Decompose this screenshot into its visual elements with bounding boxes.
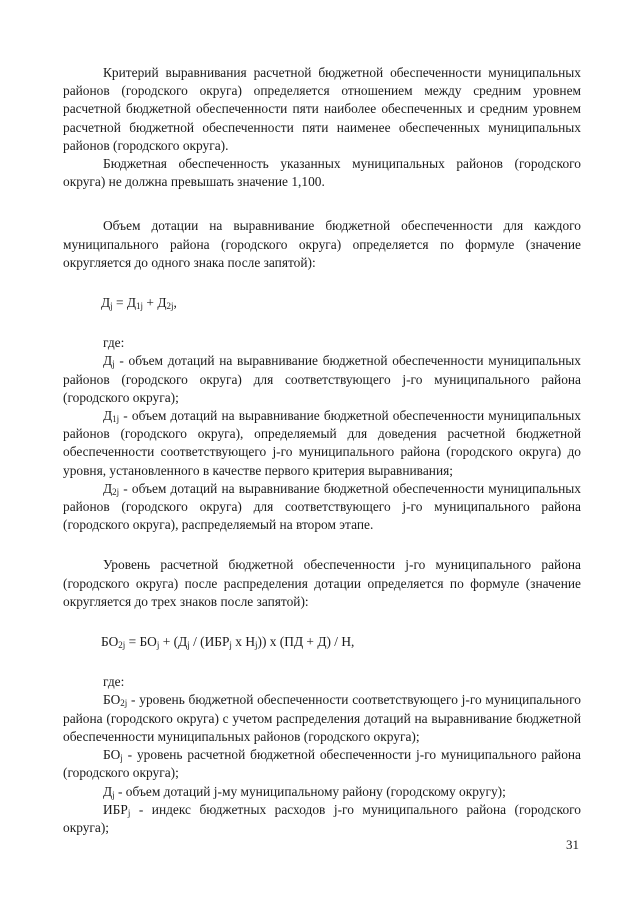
formula-operator: = [112, 295, 127, 311]
definition-text: - уровень бюджетной обеспеченности соответствующего j-го муниципального района (городского округа) с учетом распределения дотаций на выравнивание бюджетной обеспеченности муниципальных районов (городского округа); [63, 692, 581, 744]
definition-d-j-2 [63, 783, 581, 801]
definition-text: - объем дотаций j-му муниципальному району (городскому округу); [114, 783, 506, 799]
formula-subscript: j [156, 640, 160, 651]
page-number: 31 [566, 837, 579, 852]
symbol: БО [103, 692, 121, 708]
symbol: Д [103, 783, 113, 799]
definition-ibr-j [63, 801, 581, 837]
symbol: Д [103, 408, 113, 424]
subscript: 2j [112, 486, 120, 497]
definition-d-2j [63, 480, 581, 535]
where-label: где: [103, 674, 125, 690]
definition-d-1j [63, 407, 581, 480]
formula-symbol: БО [101, 634, 119, 650]
where-label: где: [103, 335, 125, 351]
formula-symbol: Д [178, 634, 188, 650]
symbol: Д [103, 353, 113, 369]
subscript: j [112, 359, 115, 370]
formula-operator: + ( [159, 634, 179, 650]
formula-operator: / ( [189, 634, 205, 650]
symbol: Д [103, 480, 113, 496]
formula-subscript: j [110, 301, 113, 312]
definition-text: - индекс бюджетных расходов j-го муниципального района (городского округа); [63, 801, 581, 835]
definition-bo-2j [63, 691, 581, 746]
formula-symbol: БО [139, 634, 157, 650]
formula-subscript: j [187, 640, 190, 651]
formula-symbol: Д [157, 295, 167, 311]
formula-symbol: Н [245, 634, 255, 650]
definition-bo-j [63, 746, 581, 782]
definition-text: - уровень расчетной бюджетной обеспеченности j-го муниципального района (городского округа); [63, 747, 581, 781]
subscript: 2j [120, 698, 128, 709]
formula-symbol: Д [126, 295, 137, 311]
symbol: ИБР [103, 801, 128, 817]
formula-level [63, 633, 581, 651]
subscript: j [120, 753, 123, 764]
paragraph-level-intro: Уровень расчетной бюджетной обеспеченности j-го муниципального района (городского округа) после распределения дотации определяется по формуле (значение округляется до трех знаков после запятой): [63, 557, 581, 609]
subscript: j [127, 807, 131, 818]
formula-symbol: Д [101, 295, 111, 311]
formula-symbol: ИБР [204, 634, 230, 650]
formula-operator: , [173, 295, 177, 311]
formula-subscript: 1j [136, 301, 144, 312]
subscript: 1j [112, 414, 120, 425]
document-body [63, 64, 581, 837]
formula-operator: = [125, 634, 140, 650]
formula-operator: )) x (ПД + Д) / Н, [257, 634, 355, 650]
formula-dotation-total [63, 294, 581, 312]
formula-operator: x [231, 634, 246, 650]
definition-text: - объем дотаций на выравнивание бюджетной обеспеченности муниципальных районов (городского округа) для соответствующего j-го муниципального района (городского округа); [63, 353, 581, 405]
paragraph-volume-intro: Объем дотации на выравнивание бюджетной обеспеченности для каждого муниципального района (городского округа) определяется по формуле (значение округляется до одного знака после запятой): [63, 218, 581, 270]
definition-d-j [63, 352, 581, 407]
definition-text: - объем дотаций на выравнивание бюджетной обеспеченности муниципальных районов (городского округа) для соответствующего j-го муниципального района (городского округа), распределяемый на втором этапе. [63, 480, 581, 533]
paragraph-criterion: Критерий выравнивания расчетной бюджетной обеспеченности муниципальных районов (городского округа) определяется отношением между средним уровнем расчетной бюджетной обеспеченности пяти наиболее обеспеченных и средним уровнем расчетной бюджетной обеспеченности пяти наименее обеспеченных муниципальных районов (городского округа). [63, 65, 581, 153]
subscript: j [112, 789, 115, 800]
definition-text: - объем дотаций на выравнивание бюджетной обеспеченности муниципальных районов (городского округа), определяемый для доведения расчетной бюджетной обеспеченности соответствующего j-го муниципального района (городского округа) до уровня, установленного в качестве первого критерия выравнивания; [63, 408, 581, 478]
formula-subscript: 2j [166, 301, 174, 312]
formula-subscript: 2j [118, 640, 126, 651]
formula-subscript: j [254, 640, 258, 651]
formula-operator: + [143, 295, 158, 311]
paragraph-criterion-limit: Бюджетная обеспеченность указанных муниципальных районов (городского округа) не должна превышать значение 1,100. [63, 156, 581, 190]
formula-subscript: j [229, 640, 232, 651]
symbol: БО [103, 747, 121, 763]
